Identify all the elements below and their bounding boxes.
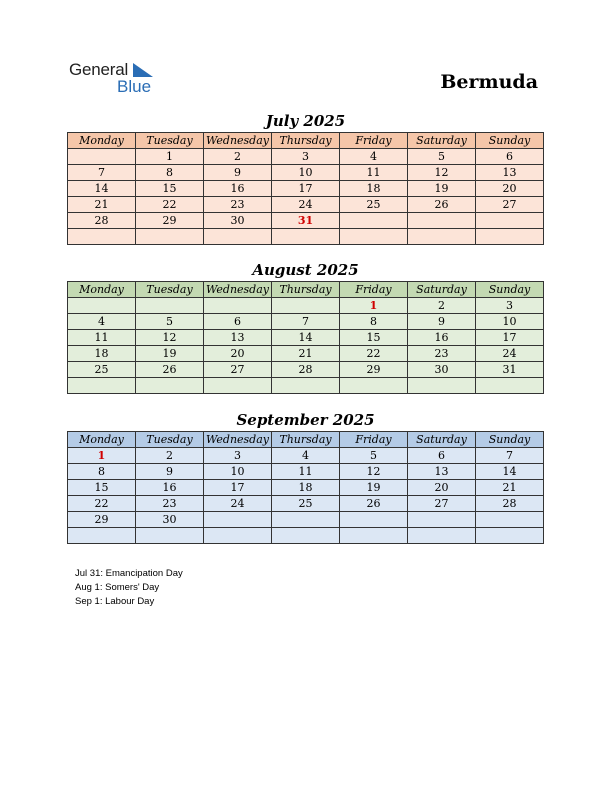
calendar-table (67, 281, 544, 394)
day-cell (136, 229, 204, 245)
day-cell (272, 298, 340, 314)
day-cell: 15 (340, 330, 408, 346)
day-cell: 19 (340, 480, 408, 496)
day-cell: 10 (272, 165, 340, 181)
day-cell: 27 (204, 362, 272, 378)
day-cell (340, 512, 408, 528)
day-cell: 26 (340, 496, 408, 512)
day-cell: 4 (340, 149, 408, 165)
month-title: July 2025 (265, 112, 346, 130)
day-cell (476, 213, 544, 229)
day-cell (204, 528, 272, 544)
day-cell: 18 (68, 346, 136, 362)
day-cell: 13 (408, 464, 476, 480)
country-title: Bermuda (440, 71, 538, 93)
day-cell (272, 378, 340, 394)
weekday-header: Saturday (408, 282, 476, 298)
day-cell: 16 (136, 480, 204, 496)
day-cell: 9 (204, 165, 272, 181)
day-cell (136, 528, 204, 544)
day-cell (272, 512, 340, 528)
week-row (68, 197, 544, 213)
holiday-note: Jul 31: Emancipation Day (75, 568, 183, 579)
holiday-day-cell: 31 (272, 213, 340, 229)
weekday-header: Wednesday (204, 133, 272, 149)
day-cell (272, 528, 340, 544)
day-cell: 9 (408, 314, 476, 330)
day-cell (68, 229, 136, 245)
day-cell: 24 (204, 496, 272, 512)
day-cell: 2 (136, 448, 204, 464)
day-cell (204, 378, 272, 394)
day-cell: 8 (68, 464, 136, 480)
day-cell: 5 (408, 149, 476, 165)
day-cell: 29 (68, 512, 136, 528)
week-row (68, 229, 544, 245)
day-cell: 8 (136, 165, 204, 181)
month-block-september (67, 411, 544, 544)
weekday-header: Sunday (476, 282, 544, 298)
week-row (68, 165, 544, 181)
week-row (68, 464, 544, 480)
month-block-august (67, 261, 544, 394)
day-cell (68, 378, 136, 394)
day-cell: 22 (340, 346, 408, 362)
day-cell: 13 (476, 165, 544, 181)
day-cell: 19 (408, 181, 476, 197)
day-cell (476, 229, 544, 245)
day-cell: 23 (408, 346, 476, 362)
day-cell: 3 (204, 448, 272, 464)
day-cell (340, 528, 408, 544)
day-cell: 14 (476, 464, 544, 480)
logo-triangle-icon (133, 63, 153, 77)
day-cell: 26 (136, 362, 204, 378)
day-cell: 4 (272, 448, 340, 464)
month-block-july (67, 112, 544, 245)
weekday-header: Monday (68, 432, 136, 448)
day-cell (408, 512, 476, 528)
day-cell (340, 213, 408, 229)
day-cell: 14 (68, 181, 136, 197)
day-cell: 5 (136, 314, 204, 330)
day-cell: 14 (272, 330, 340, 346)
day-cell (204, 512, 272, 528)
day-cell: 21 (476, 480, 544, 496)
day-cell: 23 (136, 496, 204, 512)
weekday-header: Sunday (476, 432, 544, 448)
weekday-header: Tuesday (136, 282, 204, 298)
week-row (68, 149, 544, 165)
day-cell: 10 (204, 464, 272, 480)
holiday-day-cell: 1 (340, 298, 408, 314)
day-cell (204, 298, 272, 314)
day-cell: 26 (408, 197, 476, 213)
week-row (68, 378, 544, 394)
day-cell: 12 (408, 165, 476, 181)
calendar-table (67, 132, 544, 245)
weekday-header: Tuesday (136, 432, 204, 448)
day-cell (68, 149, 136, 165)
calendar-table (67, 431, 544, 544)
day-cell: 11 (68, 330, 136, 346)
day-cell: 2 (204, 149, 272, 165)
weekday-header: Monday (68, 282, 136, 298)
day-cell: 28 (272, 362, 340, 378)
weekday-header: Friday (340, 432, 408, 448)
day-cell: 29 (136, 213, 204, 229)
day-cell: 22 (68, 496, 136, 512)
day-cell: 29 (340, 362, 408, 378)
day-cell: 23 (204, 197, 272, 213)
day-cell: 31 (476, 362, 544, 378)
week-row (68, 314, 544, 330)
day-cell: 19 (136, 346, 204, 362)
day-cell (204, 229, 272, 245)
day-cell: 20 (476, 181, 544, 197)
day-cell: 20 (408, 480, 476, 496)
holiday-day-cell: 1 (68, 448, 136, 464)
week-row (68, 480, 544, 496)
day-cell: 5 (340, 448, 408, 464)
logo-word-blue: Blue (117, 77, 152, 96)
day-cell (340, 229, 408, 245)
day-cell: 2 (408, 298, 476, 314)
day-cell: 11 (340, 165, 408, 181)
day-cell (272, 229, 340, 245)
day-cell (68, 528, 136, 544)
day-cell: 25 (272, 496, 340, 512)
month-title: August 2025 (252, 261, 359, 279)
day-cell: 25 (68, 362, 136, 378)
week-row (68, 213, 544, 229)
weekday-header: Saturday (408, 133, 476, 149)
day-cell: 9 (136, 464, 204, 480)
weekday-header-row (68, 133, 544, 149)
week-row (68, 181, 544, 197)
day-cell: 16 (408, 330, 476, 346)
week-row (68, 346, 544, 362)
weekday-header: Tuesday (136, 133, 204, 149)
day-cell (408, 378, 476, 394)
day-cell (408, 528, 476, 544)
day-cell: 21 (272, 346, 340, 362)
weekday-header: Thursday (272, 133, 340, 149)
day-cell: 7 (476, 448, 544, 464)
weekday-header: Thursday (272, 282, 340, 298)
day-cell (476, 512, 544, 528)
day-cell: 12 (136, 330, 204, 346)
day-cell: 6 (476, 149, 544, 165)
weekday-header: Friday (340, 133, 408, 149)
weekday-header-row (68, 432, 544, 448)
day-cell: 6 (408, 448, 476, 464)
day-cell: 28 (68, 213, 136, 229)
day-cell: 24 (476, 346, 544, 362)
day-cell: 10 (476, 314, 544, 330)
week-row (68, 362, 544, 378)
day-cell: 22 (136, 197, 204, 213)
day-cell: 4 (68, 314, 136, 330)
weekday-header: Wednesday (204, 282, 272, 298)
holiday-notes (75, 567, 183, 609)
day-cell (408, 229, 476, 245)
weekday-header: Friday (340, 282, 408, 298)
month-title: September 2025 (236, 411, 375, 429)
day-cell (136, 378, 204, 394)
week-row (68, 528, 544, 544)
holiday-note: Sep 1: Labour Day (75, 596, 155, 607)
weekday-header: Monday (68, 133, 136, 149)
week-row (68, 512, 544, 528)
day-cell: 30 (136, 512, 204, 528)
day-cell: 13 (204, 330, 272, 346)
day-cell (476, 378, 544, 394)
day-cell: 17 (204, 480, 272, 496)
weekday-header: Sunday (476, 133, 544, 149)
day-cell: 16 (204, 181, 272, 197)
day-cell: 7 (68, 165, 136, 181)
day-cell: 6 (204, 314, 272, 330)
weekday-header-row (68, 282, 544, 298)
day-cell: 18 (272, 480, 340, 496)
holiday-note: Aug 1: Somers' Day (75, 582, 160, 593)
weekday-header: Saturday (408, 432, 476, 448)
logo-word-general: General (69, 60, 129, 79)
day-cell: 3 (476, 298, 544, 314)
day-cell: 11 (272, 464, 340, 480)
day-cell: 21 (68, 197, 136, 213)
day-cell: 7 (272, 314, 340, 330)
day-cell: 3 (272, 149, 340, 165)
day-cell: 12 (340, 464, 408, 480)
week-row (68, 496, 544, 512)
day-cell (476, 528, 544, 544)
day-cell: 8 (340, 314, 408, 330)
day-cell: 17 (272, 181, 340, 197)
day-cell: 1 (136, 149, 204, 165)
day-cell (340, 378, 408, 394)
week-row (68, 330, 544, 346)
day-cell: 30 (204, 213, 272, 229)
day-cell: 27 (408, 496, 476, 512)
day-cell: 15 (136, 181, 204, 197)
day-cell: 18 (340, 181, 408, 197)
day-cell: 30 (408, 362, 476, 378)
day-cell: 27 (476, 197, 544, 213)
day-cell: 25 (340, 197, 408, 213)
generalblue-logo (69, 60, 169, 96)
day-cell: 15 (68, 480, 136, 496)
weekday-header: Wednesday (204, 432, 272, 448)
week-row (68, 448, 544, 464)
day-cell (136, 298, 204, 314)
day-cell: 24 (272, 197, 340, 213)
day-cell: 20 (204, 346, 272, 362)
weekday-header: Thursday (272, 432, 340, 448)
day-cell (68, 298, 136, 314)
day-cell (408, 213, 476, 229)
week-row (68, 298, 544, 314)
day-cell: 28 (476, 496, 544, 512)
day-cell: 17 (476, 330, 544, 346)
